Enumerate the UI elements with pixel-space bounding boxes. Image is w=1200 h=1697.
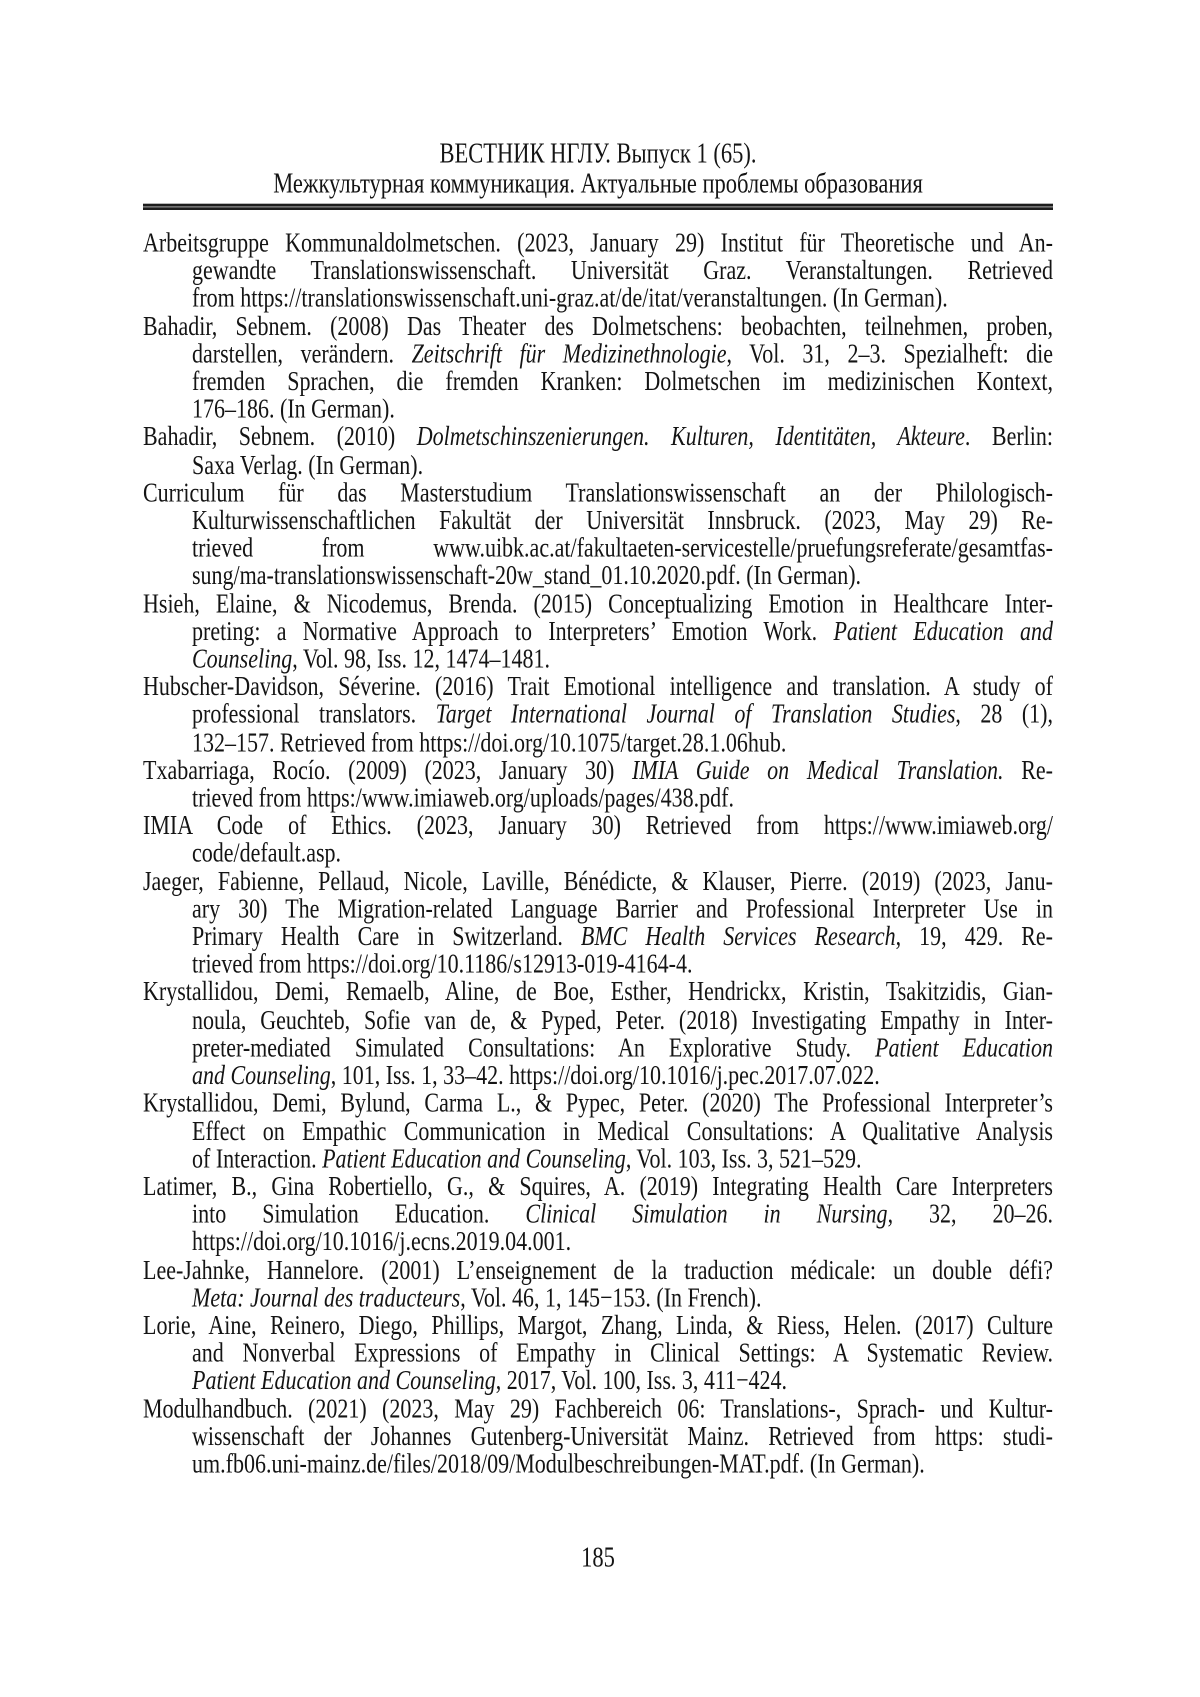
- reference-text: Curriculum für das Masterstudium Translationswissenschaft an der Philologisch-: [143, 476, 1053, 508]
- reference-line: [143, 1419, 1053, 1451]
- reference-italic-text: Zeitschrift für Medizinethnologie: [411, 337, 727, 369]
- reference-line: [143, 392, 1053, 425]
- reference-text: into Simulation Education.: [192, 1197, 526, 1229]
- reference-italic-text: Patient Education and Counseling: [192, 1364, 496, 1396]
- reference-text: , Vol. 98, Iss. 12, 1474–1481.: [292, 642, 550, 674]
- journal-title-line-1: ВЕСТНИК НГЛУ. Выпуск 1 (65).: [439, 137, 757, 169]
- reference-text: Hubscher-Davidson, Séverine. (2016) Trait Emotional intelligence and translation. A study of: [143, 670, 1053, 702]
- reference-entry: [143, 420, 1053, 480]
- reference-line: [143, 809, 1053, 841]
- reference-italic-text: Patient Education and Counseling: [322, 1142, 626, 1174]
- reference-line: [143, 309, 1053, 341]
- reference-italic-text: and Counseling: [192, 1058, 331, 1091]
- reference-text: and Nonverbal Expressions of Empathy in Clinical Settings: A Systematic Review.: [192, 1336, 1053, 1368]
- reference-text: code/default.asp.: [192, 836, 342, 869]
- reference-italic-text: Dolmetschinszenierungen. Kulturen, Identitäten, Akteure: [416, 420, 965, 452]
- reference-line: [143, 920, 1053, 952]
- reference-line: [143, 476, 1053, 508]
- reference-text: Modulhandbuch. (2021) (2023, May 29) Fachbereich 06: Translations-, Sprach- und Kultur-: [143, 1391, 1053, 1424]
- reference-line: [143, 1003, 1053, 1035]
- reference-line: [143, 614, 1054, 647]
- reference-text: trieved from www.uibk.ac.at/fakultaeten-servicestelle/pruefungsreferate/gesamtfas-: [192, 531, 1053, 563]
- reference-line: [143, 448, 1053, 480]
- reference-italic-text: Clinical Simulation in Nursing: [525, 1197, 888, 1229]
- reference-line: [143, 836, 1053, 869]
- reference-text: IMIA Code of Ethics. (2023, January 30) Retrieved from https://www.imiaweb.org/: [143, 809, 1053, 841]
- reference-line: [143, 254, 1053, 286]
- reference-italic-text: Patient Education and: [833, 614, 1054, 647]
- reference-line: [143, 1086, 1053, 1118]
- reference-line: [143, 281, 1053, 314]
- reference-text: , Vol. 46, 1, 145−153. (In French).: [460, 1280, 762, 1313]
- reference-text: , 101, Iss. 1, 33–42. https://doi.org/10.1016/j.pec.2017.07.022.: [330, 1058, 880, 1091]
- reference-entry: [143, 809, 1053, 869]
- reference-line: [143, 1391, 1053, 1424]
- reference-entry: [143, 1086, 1053, 1174]
- reference-text: . Berlin:: [964, 420, 1053, 452]
- reference-line: [143, 226, 1053, 258]
- reference-line: [143, 725, 1053, 758]
- reference-entry: [143, 864, 1053, 980]
- reference-line: [143, 781, 1053, 813]
- reference-line: [143, 1142, 1053, 1174]
- reference-line: [143, 1114, 1053, 1146]
- journal-header: [143, 0, 1053, 199]
- reference-entry: [143, 1308, 1053, 1396]
- reference-text: , Vol. 103, Iss. 3, 521–529.: [625, 1142, 862, 1174]
- reference-text: Jaeger, Fabienne, Pellaud, Nicole, Laville, Bénédicte, & Klauser, Pierre. (2019) (2023, Janu-: [143, 864, 1053, 896]
- reference-text: Re-: [1003, 753, 1053, 785]
- reference-italic-text: Counseling: [192, 642, 293, 674]
- reference-text: Bahadir, Sebnem. (2010): [143, 420, 417, 452]
- reference-text: Krystallidou, Demi, Bylund, Carma L., & Pypec, Peter. (2020) The Professional Interpreter’s: [143, 1086, 1053, 1118]
- reference-line: [143, 1197, 1054, 1229]
- reference-line: [143, 1308, 1053, 1340]
- reference-line: [143, 892, 1053, 924]
- reference-text: Arbeitsgruppe Kommunaldolmetschen. (2023, January 29) Institut für Theoretische und An-: [143, 226, 1053, 258]
- reference-line: [143, 337, 1053, 369]
- reference-line: [143, 1336, 1053, 1368]
- reference-text: 132–157. Retrieved from https://doi.org/10.1075/target.28.1.06hub.: [192, 725, 787, 758]
- reference-line: [143, 1169, 1053, 1202]
- reference-text: Txabarriaga, Rocío. (2009) (2023, January 30): [143, 753, 633, 785]
- reference-italic-text: Meta: Journal des traducteurs: [192, 1280, 461, 1313]
- reference-text: Hsieh, Elaine, & Nicodemus, Brenda. (2015) Conceptualizing Emotion in Healthcare Inter-: [143, 587, 1053, 619]
- page-content: [143, 0, 1053, 1573]
- reference-text: from https://translationswissenschaft.uni-graz.at/de/itat/veranstaltungen. (In German).: [192, 281, 948, 314]
- reference-text: Effect on Empathic Communication in Medical Consultations: A Qualitative Analysis: [192, 1114, 1053, 1146]
- reference-text: ary 30) The Migration-related Language Barrier and Professional Interpreter Use in: [192, 892, 1053, 924]
- reference-italic-text: Patient Education: [875, 1031, 1054, 1063]
- reference-line: [143, 864, 1053, 896]
- reference-line: [143, 642, 1053, 674]
- reference-text: um.fb06.uni-mainz.de/files/2018/09/Modulbeschreibungen-MAT.pdf. (In German).: [192, 1447, 925, 1479]
- reference-line: [143, 559, 1053, 591]
- reference-line: [143, 1031, 1054, 1063]
- reference-italic-text: IMIA Guide on Medical Translation.: [632, 753, 1004, 785]
- reference-entry: [143, 670, 1053, 758]
- reference-entry: [143, 476, 1053, 591]
- journal-title-line-2: Межкультурная коммуникация. Актуальные проблемы образования: [273, 167, 923, 199]
- reference-line: [143, 975, 1053, 1007]
- reference-line: [143, 531, 1053, 563]
- reference-entry: [143, 975, 1054, 1091]
- reference-text: , Vol. 31, 2–3. Spezialheft: die: [726, 337, 1053, 369]
- reference-text: wissenschaft der Johannes Gutenberg-Universität Mainz. Retrieved from https: studi-: [192, 1419, 1053, 1451]
- reference-text: trieved from https:/www.imiaweb.org/uploads/pages/438.pdf.: [192, 781, 734, 813]
- reference-italic-text: BMC Health Services Research: [580, 920, 896, 952]
- reference-line: [143, 1280, 1053, 1313]
- reference-text: , 32, 20–26.: [887, 1197, 1054, 1229]
- reference-text: Latimer, B., Gina Robertiello, G., & Squires, A. (2019) Integrating Health Care Interpreters: [143, 1169, 1053, 1202]
- reference-text: darstellen, verändern.: [192, 337, 412, 369]
- references-list: [143, 226, 1054, 1479]
- reference-text: 176–186. (In German).: [192, 392, 395, 425]
- reference-text: Lorie, Aine, Reinero, Diego, Phillips, Margot, Zhang, Linda, & Riess, Helen. (2017) Culture: [143, 1308, 1053, 1340]
- reference-text: sung/ma-translationswissenschaft-20w_stand_01.10.2020.pdf. (In German).: [192, 559, 862, 591]
- reference-text: gewandte Translationswissenschaft. Universität Graz. Veranstaltungen. Retrieved: [192, 254, 1053, 286]
- reference-line: [143, 587, 1053, 619]
- reference-entry: [143, 1253, 1053, 1313]
- reference-entry: [143, 1169, 1054, 1257]
- reference-line: [143, 1364, 1053, 1396]
- reference-text: professional translators.: [192, 698, 436, 730]
- reference-text: of Interaction.: [192, 1142, 323, 1174]
- reference-entry: [143, 753, 1053, 813]
- reference-text: , 19, 429. Re-: [895, 920, 1053, 952]
- reference-line: [143, 1058, 1053, 1091]
- reference-line: [143, 1225, 1053, 1257]
- reference-text: Bahadir, Sebnem. (2008) Das Theater des Dolmetschens: beobachten, teilnehmen, proben,: [143, 309, 1053, 341]
- reference-text: preting: a Normative Approach to Interpreters’ Emotion Work.: [192, 614, 834, 647]
- reference-text: , 28 (1),: [955, 698, 1053, 730]
- reference-line: [143, 947, 1053, 980]
- reference-text: Saxa Verlag. (In German).: [192, 448, 424, 480]
- reference-text: Kulturwissenschaftlichen Fakultät der Universität Innsbruck. (2023, May 29) Re-: [192, 503, 1053, 536]
- reference-line: [143, 365, 1053, 397]
- reference-text: fremden Sprachen, die fremden Kranken: Dolmetschen im medizinischen Kontext,: [192, 365, 1053, 397]
- reference-text: trieved from https://doi.org/10.1186/s12913-019-4164-4.: [192, 947, 693, 980]
- reference-entry: [143, 587, 1054, 674]
- reference-entry: [143, 1391, 1053, 1479]
- reference-text: noula, Geuchteb, Sofie van de, & Pyped, Peter. (2018) Investigating Empathy in Inter-: [192, 1003, 1053, 1035]
- reference-text: Lee-Jahnke, Hannelore. (2001) L’enseignement de la traduction médicale: un double défi?: [143, 1253, 1053, 1285]
- reference-entry: [143, 226, 1053, 314]
- reference-line: [143, 1253, 1053, 1285]
- reference-line: [143, 670, 1053, 702]
- reference-line: [143, 753, 1053, 785]
- reference-line: [143, 1447, 1053, 1479]
- reference-line: [143, 503, 1053, 536]
- reference-italic-text: Target International Journal of Translation Studies: [435, 698, 956, 730]
- reference-text: preter-mediated Simulated Consultations: An Explorative Study.: [192, 1031, 876, 1063]
- reference-text: Krystallidou, Demi, Remaelb, Aline, de Boe, Esther, Hendrickx, Kristin, Tsakitzidis, Gian-: [143, 975, 1053, 1007]
- reference-line: [143, 698, 1053, 730]
- header-rule-divider: [143, 204, 1053, 210]
- reference-text: Primary Health Care in Switzerland.: [192, 920, 581, 952]
- reference-text: , 2017, Vol. 100, Iss. 3, 411−424.: [495, 1364, 788, 1396]
- page-number: 185: [581, 1541, 615, 1573]
- reference-text: https://doi.org/10.1016/j.ecns.2019.04.001.: [192, 1225, 572, 1257]
- reference-entry: [143, 309, 1053, 425]
- reference-line: [143, 420, 1053, 452]
